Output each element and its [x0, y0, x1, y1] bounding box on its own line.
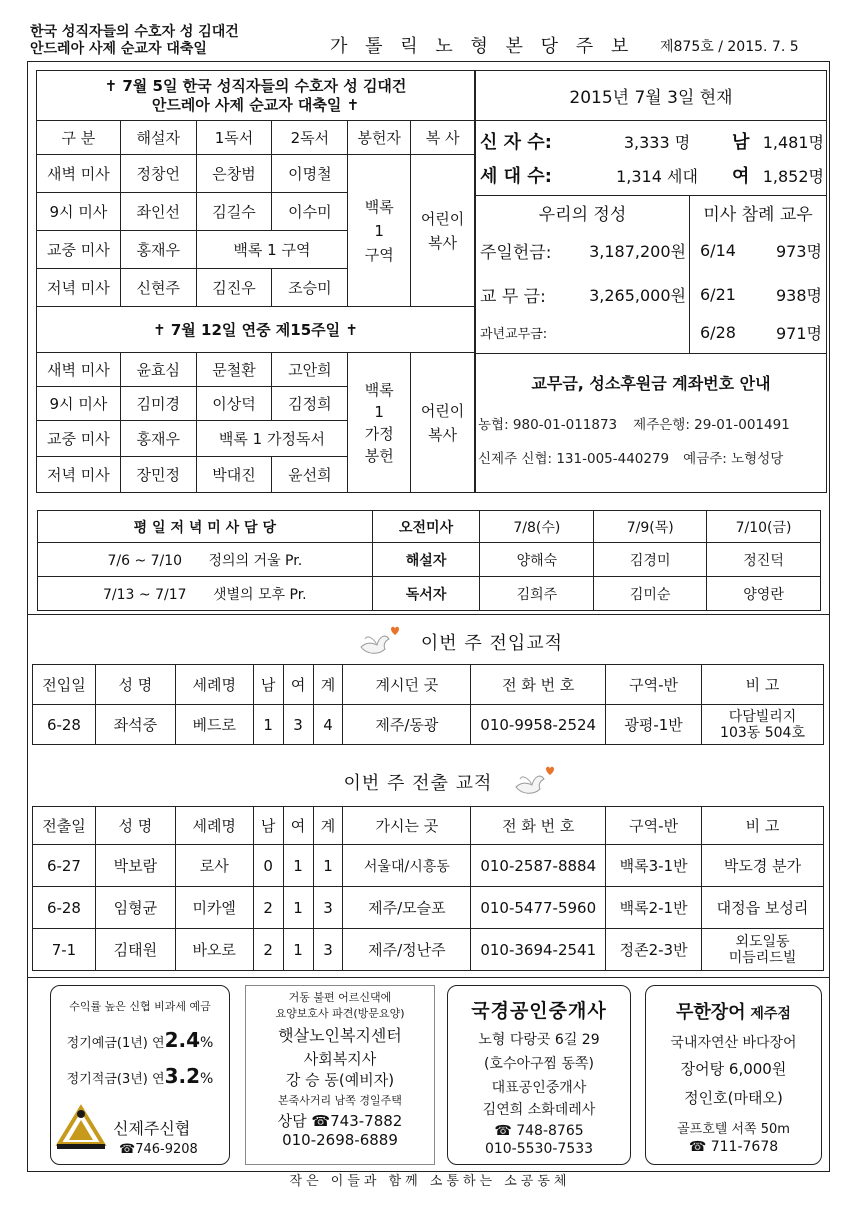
- mass-name: 저녁 미사: [37, 457, 121, 493]
- day-header: 7/9(목): [594, 511, 707, 543]
- altar-server-group: 어린이 복사: [411, 155, 475, 307]
- weekday-period: 7/13 ~ 7/17 샛별의 모후 Pr.: [38, 577, 373, 611]
- mass-name: 새벽 미사: [37, 155, 121, 193]
- col-header: 전 화 번 호: [471, 665, 606, 705]
- commentator: 신현주: [120, 269, 196, 307]
- col-header: 구 분: [37, 121, 121, 155]
- col-header: 구역-반: [606, 807, 702, 845]
- assignee: 김희주: [480, 577, 594, 611]
- mass-name: 교중 미사: [37, 421, 121, 457]
- reader-1: 김진우: [196, 269, 272, 307]
- ad-elderly-care: 거동 불편 어르신댁에 요양보호사 파견(방문요양) 햇살노인복지센터 사회복지사 강 승 동(예비자) 본죽사거리 남쪽 경일주택 상담 ☎743-7882 010-2698-6889: [245, 985, 435, 1165]
- assignee: 김경미: [594, 543, 707, 577]
- col-header: 해설자: [120, 121, 196, 155]
- day-header: 7/10(금): [707, 511, 821, 543]
- mass-name: 9시 미사: [37, 193, 121, 231]
- weekday-title: 평 일 저 녁 미 사 담 당: [38, 511, 373, 543]
- attendance-title: 미사 참례 교우: [703, 204, 813, 225]
- commentator: 홍재우: [120, 231, 196, 269]
- reader-2: 조승미: [272, 269, 348, 307]
- dove-heart-icon: [357, 625, 401, 659]
- col-header: 세례명: [175, 665, 253, 705]
- past-dues-row: 과년교무금:: [480, 326, 548, 342]
- dove-heart-icon: [512, 765, 556, 799]
- commentator: 장민정: [120, 457, 196, 493]
- col-header: 전입일: [33, 665, 96, 705]
- col-header: 계: [313, 665, 343, 705]
- col-header: 남: [253, 665, 283, 705]
- schedule-title-2: ✝ 7월 12일 연중 제15주일 ✝: [37, 307, 475, 353]
- account-line-1: 농협: 980-01-011873 제주은행: 29-01-001491: [478, 417, 790, 433]
- assignee: 김미순: [594, 577, 707, 611]
- mass-name: 저녁 미사: [37, 269, 121, 307]
- reader-2: 김정희: [272, 387, 348, 421]
- move-in-title-row: [300, 624, 620, 660]
- col-header: 여: [283, 665, 313, 705]
- assignee: 양해숙: [480, 543, 594, 577]
- role-label: 해설자: [372, 543, 480, 577]
- ad-eel-restaurant: 무한장어 제주점 국내자연산 바다장어 장어탕 6,000원 정인호(마태오) 골프호텔 서쪽 50m ☎ 711-7678: [645, 985, 822, 1165]
- mass-name: 새벽 미사: [37, 353, 121, 387]
- commentator: 홍재우: [120, 421, 196, 457]
- account-title: 교무금, 성소후원금 계좌번호 안내: [531, 373, 771, 393]
- offering-group: 백록 1 가정 봉헌: [348, 353, 411, 493]
- reader-2: 고안희: [272, 353, 348, 387]
- footer-motto: 작은 이들과 함께 소통하는 소공동체: [289, 1174, 571, 1189]
- believers-row: 신 자 수: 3,333 명 남 1,481명: [480, 132, 824, 153]
- altar-server-group: 어린이 복사: [411, 353, 475, 493]
- stats-date: 2015년 7월 3일 현재: [476, 71, 826, 121]
- attendance-row: 6/14 973명: [700, 240, 822, 261]
- col-header: 2독서: [272, 121, 348, 155]
- readers-merged: 백록 1 가정독서: [196, 421, 348, 457]
- households-row: 세 대 수: 1,314 세대 여 1,852명: [480, 166, 824, 187]
- credit-union-logo-icon: [55, 1104, 107, 1152]
- reader-1: 은창범: [196, 155, 272, 193]
- morning-mass-label: 오전미사: [372, 511, 480, 543]
- reader-1: 문철환: [196, 353, 272, 387]
- issue-number: 제875호 / 2015. 7. 5: [660, 39, 799, 55]
- table-row: 6-27 박보람 로사 0 1 1 서울대/시흥동 010-2587-8884 백록3-1반 박도경 분가: [33, 845, 824, 887]
- commentator: 김미경: [120, 387, 196, 421]
- col-header: 전 화 번 호: [471, 807, 606, 845]
- col-header: 세례명: [175, 807, 253, 845]
- mass-name: 교중 미사: [37, 231, 121, 269]
- col-header: 성 명: [95, 665, 175, 705]
- mass-name: 9시 미사: [37, 387, 121, 421]
- stats-panel: [475, 70, 827, 493]
- col-header: 비 고: [702, 665, 824, 705]
- bulletin-title: 가 톨 릭 노 형 본 당 주 보: [330, 36, 635, 57]
- table-row: 6-28 임형균 미카엘 2 1 3 제주/모슬포 010-5477-5960 백록2-1반 대정읍 보성리: [33, 887, 824, 929]
- divider: [27, 614, 830, 615]
- col-header: 계시던 곳: [343, 665, 471, 705]
- commentator: 좌인선: [120, 193, 196, 231]
- assignee: 정진덕: [707, 543, 821, 577]
- commentator: 윤효심: [120, 353, 196, 387]
- weekday-period: 7/6 ~ 7/10 정의의 거울 Pr.: [38, 543, 373, 577]
- col-header: 남: [253, 807, 283, 845]
- col-header: 계: [313, 807, 343, 845]
- feast-subtitle: 한국 성직자들의 수호자 성 김대건 안드레아 사제 순교자 대축일: [30, 24, 239, 57]
- move-out-title-row: [290, 764, 610, 800]
- reader-2: 윤선희: [272, 457, 348, 493]
- day-header: 7/8(수): [480, 511, 594, 543]
- liturgy-schedule-table: [36, 70, 475, 493]
- divider: [27, 977, 830, 978]
- col-header: 1독서: [196, 121, 272, 155]
- col-header: 비 고: [702, 807, 824, 845]
- col-header: 구역-반: [606, 665, 702, 705]
- col-header: 봉헌자: [348, 121, 411, 155]
- col-header: 성 명: [95, 807, 175, 845]
- offering-title: 우리의 정성: [538, 204, 627, 225]
- offering-group: 백록 1 구역: [348, 155, 411, 307]
- reader-1: 박대진: [196, 457, 272, 493]
- table-row: 7-1 김태원 바오로 2 1 3 제주/정난주 010-3694-2541 정존2-3반 외도일동 미듬리드빌: [33, 929, 824, 971]
- schedule-title-1: ✝ 7월 5일 한국 성직자들의 수호자 성 김대건 안드레아 사제 순교자 대축일 ✝: [37, 71, 475, 121]
- table-row: 6-28 좌석중 베드로 1 3 4 제주/동광 010-9958-2524 광평-1반 다담빌리지 103동 504호: [33, 705, 824, 745]
- reader-2: 이명철: [272, 155, 348, 193]
- col-header: 전출일: [33, 807, 96, 845]
- reader-1: 김길수: [196, 193, 272, 231]
- move-in-title: 이번 주 전입교적: [420, 633, 564, 654]
- assignee: 양영란: [707, 577, 821, 611]
- attendance-row: 6/28 971명: [700, 322, 822, 343]
- move-out-table: [32, 806, 824, 971]
- weekday-mass-table: [37, 510, 821, 611]
- role-label: 독서자: [372, 577, 480, 611]
- reader-1: 이상덕: [196, 387, 272, 421]
- col-header: 가시는 곳: [343, 807, 471, 845]
- readers-merged: 백록 1 구역: [196, 231, 348, 269]
- dues-row: 교 무 금: 3,265,000원: [480, 285, 686, 307]
- move-in-table: [32, 664, 824, 745]
- commentator: 정창언: [120, 155, 196, 193]
- ad-credit-union: 수익률 높은 신협 비과세 예금 정기예금(1년) 연2.4% 정기적금(3년) 연3.2% 신제주신협 ☎746-9208: [50, 985, 230, 1165]
- attendance-row: 6/21 938명: [700, 284, 822, 305]
- sunday-offering-row: 주일헌금: 3,187,200원: [480, 241, 686, 263]
- col-header: 여: [283, 807, 313, 845]
- reader-2: 이수미: [272, 193, 348, 231]
- divider: [476, 353, 826, 354]
- col-header: 복 사: [411, 121, 475, 155]
- ad-realtor: 국경공인중개사 노형 다랑곳 6길 29 (호수아구찜 동쪽) 대표공인중개사 김연희 소화데레사 ☎ 748-8765 010-5530-7533: [447, 985, 631, 1165]
- account-line-2: 신제주 신협: 131-005-440279 예금주: 노형성당: [478, 451, 784, 467]
- move-out-title: 이번 주 전출 교적: [343, 773, 493, 794]
